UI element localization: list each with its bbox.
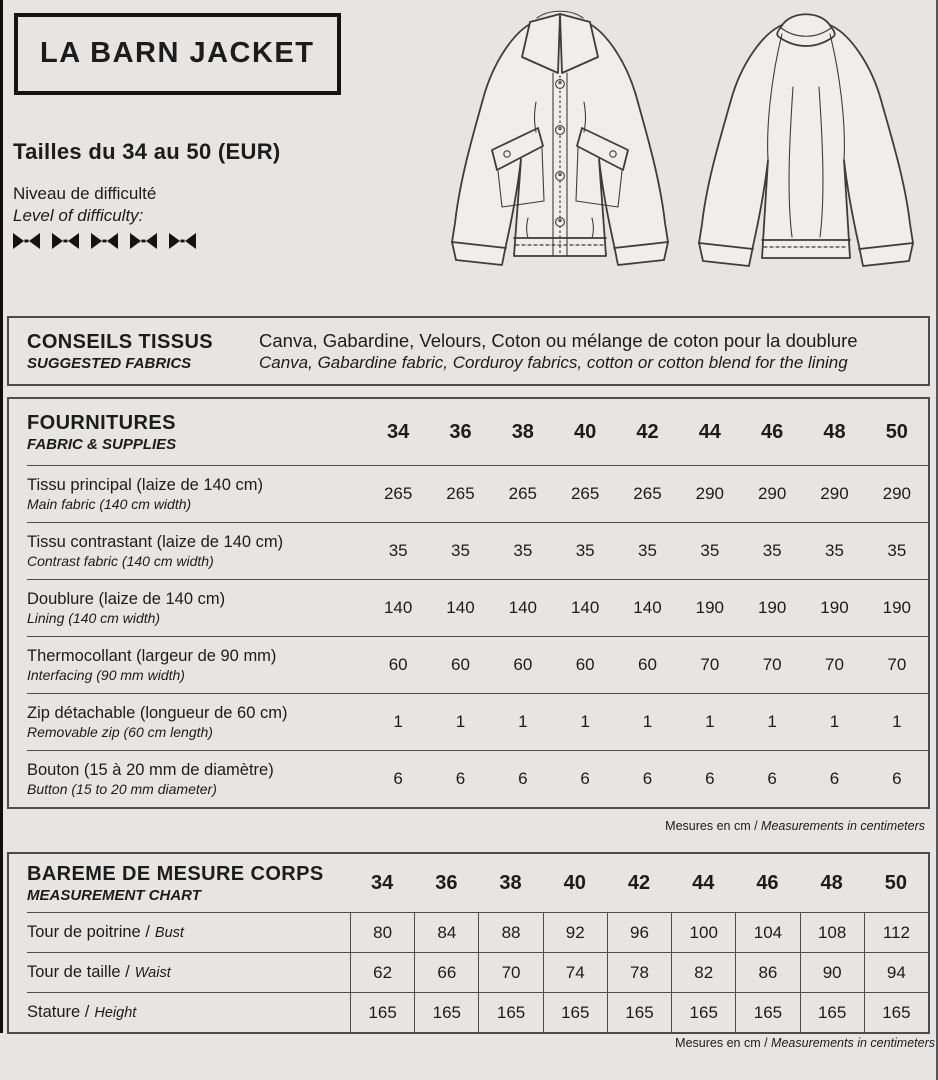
size-column-header: 38 bbox=[511, 420, 534, 443]
measurement-row bbox=[9, 953, 928, 992]
measurement-value-cell: 84 bbox=[414, 913, 478, 952]
measurement-value-cell: 100 bbox=[671, 913, 735, 952]
supplies-value-cell: 265 bbox=[570, 484, 600, 503]
supplies-value-cell: 190 bbox=[882, 598, 911, 617]
measurement-value-cell: 86 bbox=[735, 953, 799, 992]
suggested-fabrics-text bbox=[259, 330, 858, 373]
supplies-value-cell: 140 bbox=[633, 598, 662, 617]
size-column-header: 42 bbox=[636, 420, 659, 443]
supplies-row-label bbox=[27, 590, 367, 626]
supplies-value-cell: 265 bbox=[508, 484, 537, 503]
supplies-value-cell: 1 bbox=[580, 712, 590, 731]
measurement-chart-table bbox=[7, 852, 930, 1034]
row-label-en: Bust bbox=[154, 924, 184, 941]
difficulty-label-en: Level of difficulty: bbox=[13, 206, 144, 225]
supplies-value-cell: 70 bbox=[825, 655, 844, 674]
measurement-title-fr: BAREME DE MESURE CORPS bbox=[27, 862, 324, 885]
jacket-illustrations bbox=[440, 2, 926, 292]
units-note-measurements bbox=[675, 1036, 935, 1050]
measurement-value-cell: 165 bbox=[671, 993, 735, 1032]
size-column-header: 48 bbox=[820, 871, 843, 894]
row-label-fr: Zip détachable (longueur de 60 cm) bbox=[27, 704, 288, 722]
measurement-value-cell: 90 bbox=[800, 953, 864, 992]
measurement-value-cell: 165 bbox=[864, 993, 928, 1032]
measurement-value-cell: 112 bbox=[864, 913, 928, 952]
measurement-value-cell: 94 bbox=[864, 953, 928, 992]
units-note-supplies bbox=[665, 819, 925, 833]
measurement-value-cell: 165 bbox=[414, 993, 478, 1032]
size-column-header: 44 bbox=[698, 420, 721, 443]
supplies-value-cell: 35 bbox=[762, 541, 782, 560]
row-label-en: Main fabric (140 cm width) bbox=[27, 496, 192, 512]
supplies-row bbox=[9, 523, 928, 579]
measurement-heading bbox=[9, 854, 350, 912]
supplies-row-label bbox=[27, 533, 367, 569]
size-column-header: 48 bbox=[823, 420, 846, 443]
supplies-value-cell: 35 bbox=[887, 541, 907, 560]
row-label-fr: Bouton (15 à 20 mm de diamètre) bbox=[27, 761, 274, 779]
units-note-en: Measurements in centimeters bbox=[771, 1036, 935, 1050]
row-label-en: Height bbox=[94, 1004, 137, 1021]
supplies-value-cell: 290 bbox=[695, 484, 724, 503]
size-column-header: 34 bbox=[370, 871, 394, 894]
supplies-row bbox=[9, 694, 928, 750]
supplies-value-cell: 140 bbox=[508, 598, 537, 617]
supplies-value-cell: 290 bbox=[820, 484, 849, 503]
measurement-value-cell: 80 bbox=[350, 913, 414, 952]
size-column-header: 50 bbox=[884, 871, 907, 894]
supplies-value-cell: 60 bbox=[451, 655, 470, 674]
size-column-header: 46 bbox=[761, 420, 784, 443]
supplies-value-cell: 6 bbox=[829, 769, 840, 788]
supplies-value-cell: 290 bbox=[882, 484, 911, 503]
supplies-value-cell: 35 bbox=[700, 541, 720, 560]
supplies-title-fr: FOURNITURES bbox=[27, 411, 176, 434]
measurement-value-cell: 62 bbox=[350, 953, 414, 992]
measurement-row-label bbox=[9, 953, 350, 992]
bowtie-icon bbox=[169, 233, 196, 249]
supplies-value-cell: 6 bbox=[705, 769, 715, 788]
supplies-value-cell: 265 bbox=[383, 484, 413, 503]
measurement-value-cell: 66 bbox=[414, 953, 478, 992]
supplies-value-cell: 35 bbox=[451, 541, 470, 560]
size-column-header: 42 bbox=[627, 871, 651, 894]
supplies-value-cell: 6 bbox=[518, 769, 528, 788]
size-column-header: 46 bbox=[756, 871, 779, 894]
measurement-value-cell: 78 bbox=[607, 953, 671, 992]
fabrics-title-en: SUGGESTED FABRICS bbox=[27, 354, 192, 372]
measurement-title-en: MEASUREMENT CHART bbox=[27, 886, 201, 904]
supplies-value-cell: 190 bbox=[757, 598, 787, 617]
supplies-row bbox=[9, 580, 928, 636]
row-label-en: Removable zip (60 cm length) bbox=[27, 724, 213, 740]
measurement-row-label bbox=[9, 913, 350, 952]
supplies-value-cell: 1 bbox=[892, 712, 902, 731]
supplies-header-row bbox=[9, 399, 928, 465]
bowtie-icon bbox=[13, 233, 40, 249]
supplies-title-en: FABRIC & SUPPLIES bbox=[27, 435, 177, 453]
supplies-value-cell: 1 bbox=[767, 712, 777, 731]
measurement-value-cell: 74 bbox=[543, 953, 607, 992]
supplies-value-cell: 1 bbox=[393, 712, 403, 731]
measurement-value-cell: 92 bbox=[543, 913, 607, 952]
measurement-value-cell: 165 bbox=[735, 993, 799, 1032]
bowtie-icon bbox=[130, 233, 157, 249]
supplies-value-cell: 70 bbox=[700, 655, 720, 674]
difficulty-label-fr: Niveau de difficulté bbox=[13, 184, 157, 203]
sizes-range: Tailles du 34 au 50 (EUR) bbox=[13, 139, 281, 164]
supplies-value-cell: 35 bbox=[388, 541, 408, 560]
row-label-fr: Doublure (laize de 140 cm) bbox=[27, 590, 226, 608]
measurement-value-cell: 165 bbox=[543, 993, 607, 1032]
supplies-value-cell: 290 bbox=[757, 484, 787, 503]
supplies-value-cell: 35 bbox=[513, 541, 533, 560]
row-label-en: Button (15 to 20 mm diameter) bbox=[27, 781, 217, 797]
supplies-value-cell: 265 bbox=[446, 484, 475, 503]
supplies-value-cell: 60 bbox=[575, 655, 595, 674]
supplies-value-cell: 6 bbox=[642, 769, 653, 788]
supplies-value-cell: 70 bbox=[887, 655, 907, 674]
measurement-value-cell: 104 bbox=[735, 913, 799, 952]
page-left-edge bbox=[0, 0, 3, 1033]
supplies-value-cell: 1 bbox=[829, 712, 840, 731]
row-label-en: Contrast fabric (140 cm width) bbox=[27, 553, 214, 569]
size-column-header: 44 bbox=[692, 871, 715, 894]
measurement-value-cell: 165 bbox=[478, 993, 542, 1032]
supplies-row-label bbox=[27, 647, 367, 683]
measurement-value-cell: 96 bbox=[607, 913, 671, 952]
jacket-back-flat-illustration bbox=[686, 2, 926, 292]
measurement-row-label bbox=[9, 993, 350, 1032]
title-box bbox=[14, 13, 341, 95]
supplies-value-cell: 6 bbox=[580, 769, 590, 788]
row-label-fr: Stature / bbox=[27, 1003, 90, 1021]
row-label-en: Waist bbox=[134, 964, 171, 981]
supplies-value-cell: 6 bbox=[393, 769, 403, 788]
supplies-value-cell: 1 bbox=[642, 712, 653, 731]
measurement-header-row bbox=[9, 854, 928, 912]
fabrics-suggestion-fr: Canva, Gabardine, Velours, Coton ou mélange de coton pour la doublure bbox=[259, 329, 858, 351]
difficulty-rating bbox=[13, 233, 196, 249]
units-note-fr: Mesures en cm / bbox=[665, 819, 758, 833]
supplies-value-cell: 265 bbox=[633, 484, 662, 503]
row-label-fr: Tissu contrastant (laize de 140 cm) bbox=[27, 533, 284, 551]
supplies-value-cell: 140 bbox=[383, 598, 413, 617]
supplies-value-cell: 35 bbox=[575, 541, 595, 560]
row-label-en: Interfacing (90 mm width) bbox=[27, 667, 185, 683]
size-column-header: 36 bbox=[449, 420, 472, 443]
supplies-value-cell: 60 bbox=[638, 655, 657, 674]
jacket-front-flat-illustration bbox=[440, 2, 680, 292]
supplies-row-label bbox=[27, 476, 367, 512]
size-column-header: 36 bbox=[435, 871, 458, 894]
page-title: LA BARN JACKET bbox=[40, 37, 315, 69]
supplies-row-label bbox=[27, 761, 367, 797]
supplies-row bbox=[9, 466, 928, 522]
measurement-value-cell: 82 bbox=[671, 953, 735, 992]
supplies-value-cell: 35 bbox=[638, 541, 657, 560]
supplies-value-cell: 190 bbox=[820, 598, 849, 617]
measurement-value-cell: 165 bbox=[350, 993, 414, 1032]
units-note-fr: Mesures en cm / bbox=[675, 1036, 768, 1050]
suggested-fabrics-heading bbox=[9, 331, 259, 372]
supplies-value-cell: 1 bbox=[455, 712, 466, 731]
supplies-value-cell: 35 bbox=[825, 541, 844, 560]
row-label-fr: Tissu principal (laize de 140 cm) bbox=[27, 476, 263, 494]
supplies-row-label bbox=[27, 704, 367, 740]
supplies-heading bbox=[27, 412, 367, 453]
supplies-value-cell: 60 bbox=[388, 655, 408, 674]
supplies-value-cell: 1 bbox=[705, 712, 715, 731]
units-note-en: Measurements in centimeters bbox=[761, 819, 925, 833]
row-label-en: Lining (140 cm width) bbox=[27, 610, 161, 626]
row-label-fr: Tour de poitrine / bbox=[27, 923, 150, 941]
measurement-value-cell: 165 bbox=[800, 993, 864, 1032]
supplies-row bbox=[9, 637, 928, 693]
measurement-value-cell: 70 bbox=[478, 953, 542, 992]
size-column-header: 38 bbox=[499, 871, 522, 894]
size-column-header: 34 bbox=[387, 420, 410, 443]
fabrics-suggestion-en: Canva, Gabardine fabric, Corduroy fabrics, cotton or cotton blend for the lining bbox=[259, 352, 848, 372]
supplies-value-cell: 6 bbox=[767, 769, 777, 788]
supplies-value-cell: 190 bbox=[695, 598, 724, 617]
suggested-fabrics-panel bbox=[7, 316, 930, 386]
supplies-value-cell: 6 bbox=[892, 769, 902, 788]
measurement-value-cell: 165 bbox=[607, 993, 671, 1032]
supplies-value-cell: 140 bbox=[570, 598, 600, 617]
bowtie-icon bbox=[91, 233, 118, 249]
fabrics-title-fr: CONSEILS TISSUS bbox=[27, 330, 214, 353]
supplies-value-cell: 70 bbox=[762, 655, 782, 674]
size-column-header: 40 bbox=[563, 871, 586, 894]
size-column-header: 40 bbox=[574, 420, 597, 443]
bowtie-icon bbox=[52, 233, 79, 249]
row-label-fr: Thermocollant (largeur de 90 mm) bbox=[27, 647, 277, 665]
supplies-value-cell: 6 bbox=[455, 769, 466, 788]
size-column-header: 50 bbox=[885, 420, 908, 443]
row-label-fr: Tour de taille / bbox=[27, 963, 130, 981]
supplies-value-cell: 1 bbox=[518, 712, 528, 731]
supplies-value-cell: 60 bbox=[513, 655, 533, 674]
measurement-value-cell: 108 bbox=[800, 913, 864, 952]
supplies-value-cell: 140 bbox=[446, 598, 475, 617]
supplies-table bbox=[7, 397, 930, 809]
supplies-row bbox=[9, 751, 928, 807]
measurement-value-cell: 88 bbox=[478, 913, 542, 952]
measurement-row bbox=[9, 913, 928, 952]
measurement-row bbox=[9, 993, 928, 1032]
